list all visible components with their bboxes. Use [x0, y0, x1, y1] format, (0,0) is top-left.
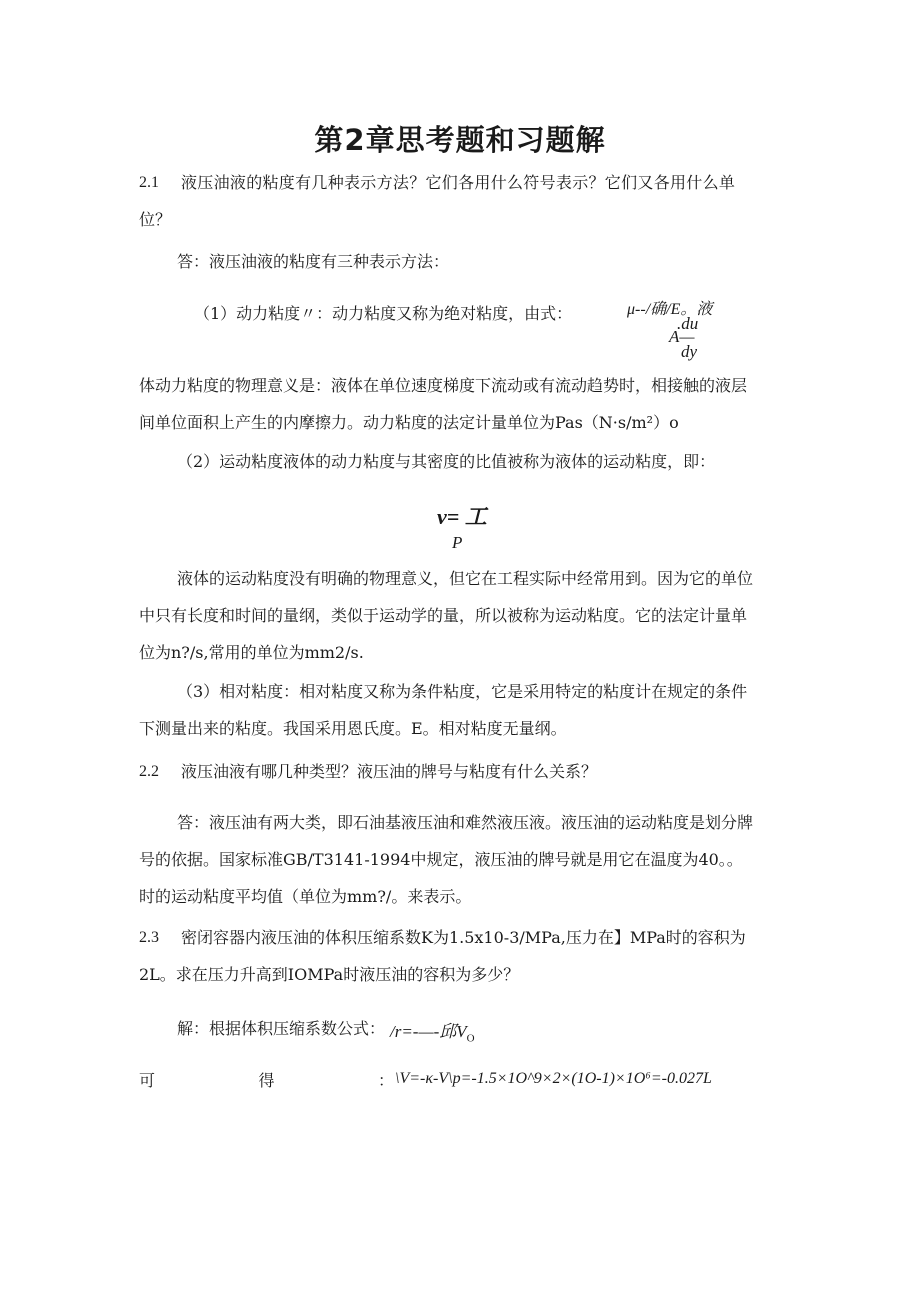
kinematic-viscosity-formula-top: v= 工 — [437, 504, 487, 529]
dynamic-viscosity-formula-area: A— — [669, 327, 695, 346]
compressibility-formula-subscript: O — [466, 1032, 475, 1045]
solution-label: 解：根据体积压缩系数公式： — [177, 1019, 386, 1038]
question-2-3-line2: 2L。求在压力升高到IOMPa时液压油的容积为多少？ — [139, 965, 520, 984]
compressibility-formula — [390, 1017, 475, 1044]
question-2-3-line1: 密闭容器内液压油的体积压缩系数K为1.5x10-3/MPa,压力在】MPa时的容积为 — [181, 928, 746, 947]
ke-de-spread — [139, 1071, 394, 1091]
de-char: 得 — [258, 1071, 275, 1090]
kinematic-viscosity-line2: 中只有长度和时间的量纲，类似于运动学的量，所以被称为运动粘度。它的法定计量单 — [139, 606, 748, 625]
compressibility-formula-main: /r=-—-邱V — [390, 1022, 467, 1041]
ke-char: 可 — [139, 1071, 156, 1090]
question-number-2-3: 2.3 — [139, 929, 159, 946]
question-2-1-line1: 液压油液的粘度有几种表示方法？它们各用什么符号表示？它们又各用什么单 — [181, 173, 736, 192]
dynamic-viscosity-formula-du: .du — [677, 314, 699, 333]
relative-viscosity-line2: 下测量出来的粘度。我国采用恩氏度。E。相对粘度无量纲。 — [139, 719, 567, 738]
page-title: 第2章思考题和习题解 — [314, 123, 606, 157]
answer-2-2-line1: 答：液压油有两大类，即石油基液压油和难然液压液。液压油的运动粘度是划分牌 — [177, 813, 754, 832]
question-2-2-text: 液压油液有哪几种类型？液压油的牌号与粘度有什么关系？ — [181, 762, 598, 781]
answer-2-2-line2: 号的依据。国家标准GB/T3141-1994中规定，液压油的牌号就是用它在温度为40。。 — [139, 850, 743, 869]
kinematic-viscosity-label: （2）运动粘度液体的动力粘度与其密度的比值被称为液体的运动粘度，即： — [177, 452, 716, 471]
kinematic-viscosity-line3: 位为n?/s,常用的单位为mm2∕s. — [139, 643, 364, 662]
dynamic-viscosity-line2: 间单位面积上产生的内摩擦力。动力粘度的法定计量单位为Pas（N·s∕m²）o — [139, 413, 679, 432]
question-2-1-line2: 位？ — [139, 210, 172, 229]
volume-change-result: \V=-κ-V\p=-1.5×1O^9×2×(1O-1)×1O⁶=-0.027L — [395, 1070, 712, 1087]
dynamic-viscosity-line1: 体动力粘度的物理意义是：液体在单位速度梯度下流动或有流动趋势时，相接触的液层 — [139, 376, 748, 395]
dynamic-viscosity-formula-dy: dy — [681, 342, 698, 361]
answer-2-2-line3: 时的运动粘度平均值（单位为mm?/。来表示。 — [139, 887, 472, 906]
question-number-2-2: 2.2 — [139, 763, 159, 780]
dynamic-viscosity-formula-top: μ--/确/E。液 — [627, 301, 713, 318]
kinematic-viscosity-formula-bottom: P — [452, 533, 463, 552]
colon-char: ： — [377, 1071, 394, 1090]
answer-2-1-intro: 答：液压油液的粘度有三种表示方法： — [177, 252, 450, 271]
kinematic-viscosity-line1: 液体的运动粘度没有明确的物理意义，但它在工程实际中经常用到。因为它的单位 — [177, 569, 754, 588]
dynamic-viscosity-label: （1）动力粘度〃：动力粘度又称为绝对粘度，由式： — [194, 304, 573, 323]
relative-viscosity-line1: （3）相对粘度：相对粘度又称为条件粘度，它是采用特定的粘度计在规定的条件 — [177, 682, 748, 701]
question-number-2-1: 2.1 — [139, 174, 159, 191]
ke-de-label — [139, 1071, 394, 1091]
